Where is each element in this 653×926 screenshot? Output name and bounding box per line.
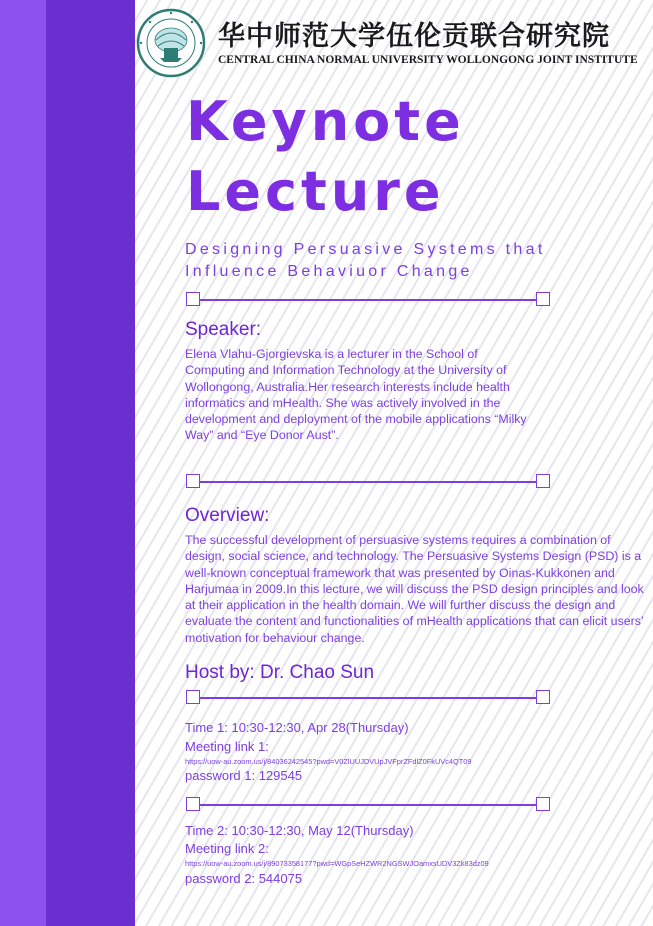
session-2-link-label: Meeting link 2: [185, 841, 269, 856]
divider [186, 292, 550, 306]
title-line-2: Lecture [186, 160, 445, 223]
lecture-subtitle [185, 239, 546, 283]
session-2-password: password 2: 544075 [185, 871, 303, 886]
session-2-time: Time 2: 10:30-12:30, May 12(Thursday) [185, 823, 414, 838]
institute-name-chinese: 华中师范大学伍伦贡联合研究院 [218, 21, 610, 52]
subtitle-line-1: Designing Persuasive Systems that [185, 241, 546, 258]
session-1-meeting-link[interactable]: https://uow-au.zoom.us/j/84036242545?pwd=V0ZlUUJDVUpJVFprZFdlZ0FkUVc4QT09 [185, 757, 472, 766]
speaker-bio: Elena Vlahu-Gjorgievska is a lecturer in the School of Computing and Information Technology at the University of Wollongong, Australia.Her research interests include health informatics and mHealth. She was actively involved in the development and deployment of the mobile applications “Milky Way” and “Eye Donor Aust”. [185, 347, 527, 443]
divider [186, 690, 550, 704]
session-1-password: password 1: 129545 [185, 768, 303, 783]
subtitle-line-2: Influence Behaviuor Change [185, 263, 473, 280]
host-line: Host by: Dr. Chao Sun [185, 662, 375, 683]
divider [186, 474, 550, 488]
institute-name-english: CENTRAL CHINA NORMAL UNIVERSITY WOLLONGONG JOINT INSTITUTE [218, 54, 638, 66]
left-band-dark [46, 0, 135, 926]
university-logo [136, 8, 206, 78]
overview-text: The successful development of persuasive systems requires a combination of design, social science, and technology. The Persuasive Systems Design (PSD) is a well-known conceptual framework that was presented by Oinas-Kukkonen and Harjumaa in 2009.In this lecture, we will discuss the PSD design principles and look at their application in the health domain. We will further discuss the design and evaluate the content and functionalities of mHealth applications that can elicit users’ motivation for behaviour change. [185, 533, 644, 645]
left-band-light [0, 0, 46, 926]
session-1-link-label: Meeting link 1: [185, 739, 269, 754]
speaker-heading: Speaker: [185, 319, 262, 340]
divider [186, 797, 550, 811]
overview-heading: Overview: [185, 505, 270, 526]
title-line-1: Keynote [186, 90, 465, 153]
session-2-meeting-link[interactable]: https://uow-au.zoom.us/j/89073358177?pwd=WGpSeHZWR2NGSWJOamxsUDV3Zk83dz09 [185, 859, 489, 868]
session-1-time: Time 1: 10:30-12:30, Apr 28(Thursday) [185, 720, 409, 735]
